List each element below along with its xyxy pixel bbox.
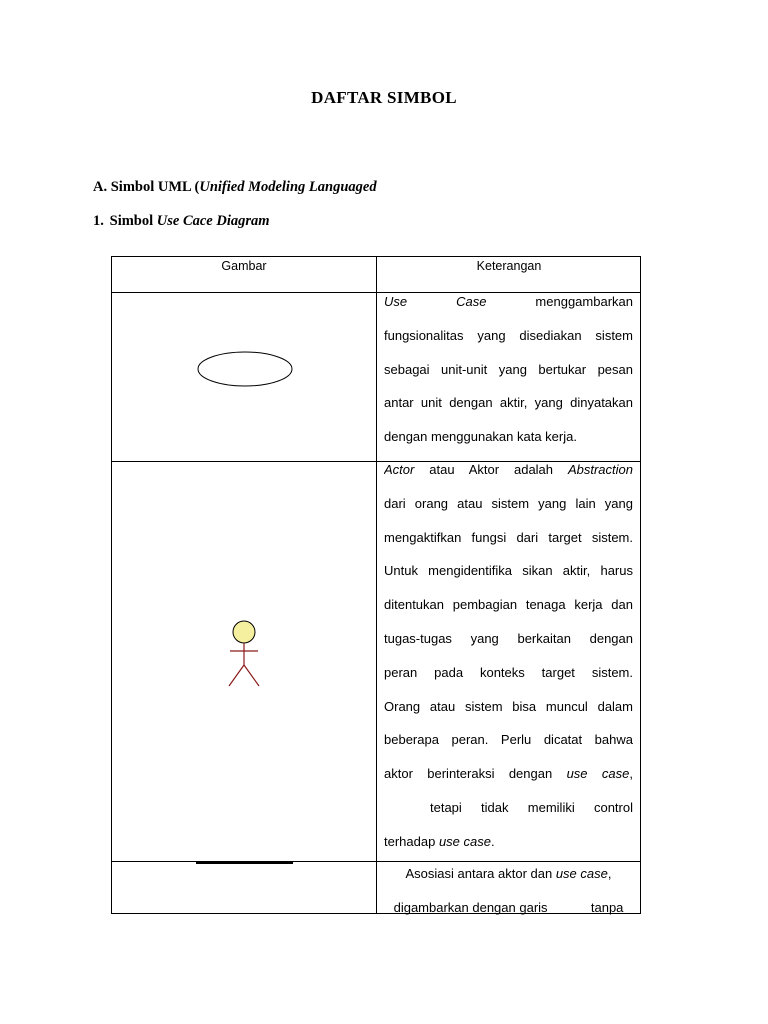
text-line: dari orang atau sistem yang lain yang <box>384 495 633 511</box>
section-1-italic: Use Cace Diagram <box>156 213 270 229</box>
association-line-icon <box>196 861 293 864</box>
text-line: antar unit dengan aktir, yang dinyatakan <box>384 395 633 411</box>
text-line: terhadap use case. <box>384 833 495 849</box>
text-line: dengan menggunakan kata kerja. <box>384 429 577 445</box>
section-a-heading <box>93 179 377 196</box>
header-keterangan: Keterangan <box>476 259 542 273</box>
actor-description <box>384 453 633 859</box>
text-line: ditentukan pembagian tenaga kerja dan <box>384 597 633 613</box>
text-line: Actor atau Aktor adalah Abstraction <box>384 462 633 477</box>
text-line: aktor berinteraksi dengan use case, <box>384 766 633 782</box>
text-line: beberapa peran. Perlu dicatat bahwa <box>384 732 633 748</box>
text-line: tugas-tugas yang berkaitan dengan <box>384 630 633 646</box>
use-case-description <box>384 285 633 454</box>
use-case-ellipse-icon <box>196 351 294 394</box>
page-title: DAFTAR SIMBOL <box>311 88 457 107</box>
text-line: sebagai unit-unit yang bertukar pesan <box>384 361 633 377</box>
text-line: peran pada konteks target sistem. <box>384 664 633 680</box>
header-gambar: Gambar <box>221 259 267 273</box>
text-line: mengaktifkan fungsi dari target sistem. <box>384 529 633 545</box>
text-line: tetapi tidak memiliki control <box>430 799 633 815</box>
text-line: digambarkan dengan garis tanpa <box>393 899 624 915</box>
symbol-table <box>111 256 641 914</box>
association-description <box>384 857 633 925</box>
table-column-divider <box>376 257 377 913</box>
section-1-heading <box>93 213 270 230</box>
section-1-number: 1. <box>93 213 104 229</box>
actor-stick-figure-icon <box>225 620 265 695</box>
text-line: Untuk mengidentifika sikan aktir, harus <box>384 563 633 579</box>
section-a-prefix: A. Simbol UML ( <box>93 179 200 195</box>
text-line: fungsionalitas yang disediakan sistem <box>384 327 633 343</box>
text-line: Orang atau sistem bisa muncul dalam <box>384 698 633 714</box>
section-1-prefix: Simbol <box>109 213 157 229</box>
section-a-italic: Unified Modeling Languaged <box>199 179 377 195</box>
text-line: Asosiasi antara aktor dan use case, <box>405 866 612 881</box>
text-line: Use Case menggambarkan <box>384 294 633 309</box>
